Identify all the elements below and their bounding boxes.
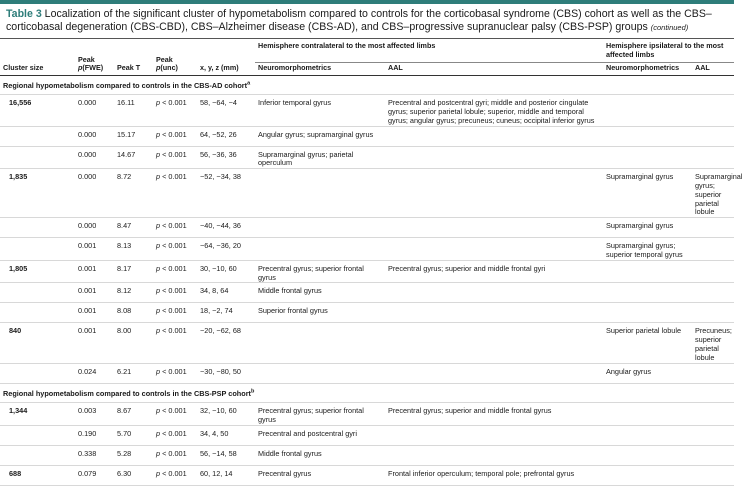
cell-ipsi-neuromorphometrics: [603, 446, 692, 466]
cell-ipsi-neuromorphometrics: [603, 126, 692, 146]
cell-cluster-size: [0, 426, 75, 446]
p-symbol: p: [156, 429, 161, 439]
cell-peak-punc: [153, 95, 197, 126]
cell-ipsi-aal: [692, 303, 734, 323]
cell-contra-aal: [385, 363, 603, 383]
cell-ipsi-neuromorphometrics: Supramarginal gyrus: [603, 218, 692, 238]
cell-peak-t: 8.17: [114, 260, 153, 283]
cell-ipsi-neuromorphometrics: [603, 95, 692, 126]
cell-peak-pfwe: 0.000: [75, 126, 114, 146]
p-symbol: p: [156, 469, 161, 479]
cell-xyz: −30, −80, 50: [197, 363, 255, 383]
cell-xyz: 30, −10, 60: [197, 260, 255, 283]
p-value: < 0.001: [160, 406, 187, 416]
section-title-text: Regional hypometabolism compared to controls in the CBS-PSP cohort: [3, 388, 251, 398]
cell-peak-t: 6.30: [114, 466, 153, 486]
p-value: < 0.001: [160, 449, 187, 459]
results-table: [0, 39, 742, 486]
cell-contra-neuromorphometrics: Supramarginal gyrus; parietal operculum: [255, 146, 385, 169]
table-row: [0, 95, 734, 126]
cell-cluster-size: [0, 238, 75, 261]
caption-text: Localization of the significant cluster of hypometabolism compared to controls for the corticobasal syndrome (CBS) cohort as well as the CBS–corticobasal degeneration (CBS-CBD), CBS–Alzheimer disease (CBS-AD), and CBS–progressive supranuclear palsy (CBS-PSP) groups: [6, 8, 712, 33]
section-title: [0, 75, 734, 95]
cell-contra-aal: [385, 218, 603, 238]
table-row: [0, 218, 734, 238]
cell-ipsi-aal: [692, 363, 734, 383]
p-value: < 0.001: [160, 306, 187, 316]
cell-ipsi-aal: [692, 283, 734, 303]
table-row: [0, 283, 734, 303]
cell-peak-punc: [153, 283, 197, 303]
cell-peak-t: 14.67: [114, 146, 153, 169]
cell-contra-neuromorphometrics: [255, 323, 385, 363]
cell-peak-t: 15.17: [114, 126, 153, 146]
cell-peak-pfwe: 0.000: [75, 218, 114, 238]
table-row: [0, 146, 734, 169]
cell-cluster-size: 1,344: [0, 403, 75, 426]
cell-peak-t: 6.21: [114, 363, 153, 383]
cell-peak-t: 8.08: [114, 303, 153, 323]
p-value: < 0.001: [160, 98, 187, 108]
cell-xyz: 60, 12, 14: [197, 466, 255, 486]
cell-contra-neuromorphometrics: Precentral gyrus; superior frontal gyrus: [255, 260, 385, 283]
cell-ipsi-aal: Precuneus; superior parietal lobule: [692, 323, 734, 363]
cell-ipsi-aal: [692, 260, 734, 283]
cell-contra-neuromorphometrics: Precentral gyrus: [255, 466, 385, 486]
cell-cluster-size: [0, 146, 75, 169]
table-row: [0, 466, 734, 486]
cell-contra-aal: [385, 426, 603, 446]
cell-ipsi-neuromorphometrics: [603, 260, 692, 283]
p-symbol: p: [156, 326, 161, 336]
cell-contra-aal: [385, 146, 603, 169]
table-number: Table 3: [6, 8, 42, 20]
cell-peak-punc: [153, 218, 197, 238]
cell-ipsi-aal: [692, 126, 734, 146]
table-row: [0, 260, 734, 283]
cell-cluster-size: [0, 283, 75, 303]
cell-xyz: 64, −52, 26: [197, 126, 255, 146]
cell-peak-pfwe: 0.001: [75, 283, 114, 303]
cell-xyz: −64, −36, 20: [197, 238, 255, 261]
cell-cluster-size: 1,835: [0, 169, 75, 218]
p-symbol: p: [156, 149, 161, 159]
cell-xyz: 18, −2, 74: [197, 303, 255, 323]
p-value: < 0.001: [160, 172, 187, 182]
cell-peak-t: 8.67: [114, 403, 153, 426]
cell-ipsi-aal: [692, 95, 734, 126]
cell-peak-t: 8.72: [114, 169, 153, 218]
cell-peak-t: 5.28: [114, 446, 153, 466]
cell-ipsi-neuromorphometrics: [603, 466, 692, 486]
cell-contra-neuromorphometrics: Precentral gyrus; superior frontal gyrus: [255, 403, 385, 426]
section-title-text: Regional hypometabolism compared to controls in the CBS-AD cohort: [3, 80, 248, 90]
cell-ipsi-aal: [692, 403, 734, 426]
p-value: < 0.001: [160, 326, 187, 336]
cell-ipsi-neuromorphometrics: [603, 403, 692, 426]
cell-contra-aal: [385, 446, 603, 466]
cell-contra-neuromorphometrics: Middle frontal gyrus: [255, 283, 385, 303]
cell-cluster-size: 840: [0, 323, 75, 363]
cell-peak-pfwe: 0.001: [75, 238, 114, 261]
cell-peak-t: 8.47: [114, 218, 153, 238]
p-symbol: p: [156, 406, 161, 416]
cell-ipsi-neuromorphometrics: Supramarginal gyrus; superior temporal gyrus: [603, 238, 692, 261]
p-value: < 0.001: [160, 241, 187, 251]
cell-peak-pfwe: 0.190: [75, 426, 114, 446]
cell-contra-neuromorphometrics: Precentral and postcentral gyri: [255, 426, 385, 446]
section-footnote-mark: a: [247, 80, 251, 87]
table-row: [0, 426, 734, 446]
cell-peak-pfwe: 0.001: [75, 303, 114, 323]
cell-cluster-size: [0, 446, 75, 466]
p-value: < 0.001: [160, 469, 187, 479]
cell-contra-neuromorphometrics: [255, 218, 385, 238]
cell-ipsi-aal: [692, 446, 734, 466]
cell-xyz: 56, −36, 36: [197, 146, 255, 169]
cell-xyz: 56, −14, 58: [197, 446, 255, 466]
cell-xyz: 58, −64, −4: [197, 95, 255, 126]
cell-peak-t: 8.13: [114, 238, 153, 261]
table-row: [0, 363, 734, 383]
p-value: < 0.001: [160, 221, 187, 231]
table-row: [0, 403, 734, 426]
p-symbol: p: [156, 306, 161, 316]
cell-ipsi-neuromorphometrics: Angular gyrus: [603, 363, 692, 383]
cell-peak-punc: [153, 323, 197, 363]
cell-ipsi-aal: [692, 426, 734, 446]
cell-contra-neuromorphometrics: Inferior temporal gyrus: [255, 95, 385, 126]
cell-contra-aal: [385, 283, 603, 303]
cell-contra-neuromorphometrics: [255, 169, 385, 218]
cell-contra-aal: [385, 323, 603, 363]
cell-peak-punc: [153, 303, 197, 323]
section-footnote-mark: b: [251, 388, 255, 395]
header-ipsi-neuromorphometrics: Neuromorphometrics: [603, 63, 692, 76]
cell-peak-pfwe: 0.003: [75, 403, 114, 426]
p-symbol: p: [156, 172, 161, 182]
cell-xyz: 34, 4, 50: [197, 426, 255, 446]
continued-note: (continued): [650, 23, 689, 32]
cell-ipsi-aal: [692, 218, 734, 238]
cell-cluster-size: 16,556: [0, 95, 75, 126]
cell-xyz: −40, −44, 36: [197, 218, 255, 238]
cell-peak-punc: [153, 169, 197, 218]
cell-xyz: 32, −10, 60: [197, 403, 255, 426]
cell-xyz: −52, −34, 38: [197, 169, 255, 218]
p-symbol: p: [156, 98, 161, 108]
cell-ipsi-neuromorphometrics: Superior parietal lobule: [603, 323, 692, 363]
cell-peak-t: 8.12: [114, 283, 153, 303]
cell-peak-punc: [153, 363, 197, 383]
table-row: [0, 169, 734, 218]
header-contra-aal: AAL: [385, 63, 603, 76]
cell-contra-aal: Precentral and postcentral gyri; middle and posterior cingulate gyrus; superior parietal lobule; superior, middle and temporal gyrus; angular gyrus; precuneus; cuneus; occipital inferior gyrus: [385, 95, 603, 126]
table-row: [0, 238, 734, 261]
table-row: [0, 446, 734, 466]
cell-cluster-size: 688: [0, 466, 75, 486]
cell-ipsi-neuromorphometrics: [603, 303, 692, 323]
header-contra-neuromorphometrics: Neuromorphometrics: [255, 63, 385, 76]
cell-contra-aal: Precentral gyrus; superior and middle frontal gyri: [385, 260, 603, 283]
p-symbol: p: [156, 129, 161, 139]
header-ipsilateral: Hemisphere ipsilateral to the most affected limbs: [603, 39, 734, 63]
cell-peak-pfwe: 0.000: [75, 169, 114, 218]
cell-xyz: 34, 8, 64: [197, 283, 255, 303]
cell-contra-aal: [385, 238, 603, 261]
cell-ipsi-neuromorphometrics: Supramarginal gyrus: [603, 169, 692, 218]
table-row: [0, 126, 734, 146]
cell-peak-punc: [153, 238, 197, 261]
cell-peak-punc: [153, 126, 197, 146]
table-row: [0, 323, 734, 363]
cell-peak-pfwe: 0.001: [75, 260, 114, 283]
header-contralateral: Hemisphere contralateral to the most affected limbs: [255, 39, 603, 63]
cell-peak-pfwe: 0.338: [75, 446, 114, 466]
cell-contra-neuromorphometrics: Superior frontal gyrus: [255, 303, 385, 323]
cell-contra-aal: Precentral gyrus; superior and middle frontal gyrus: [385, 403, 603, 426]
cell-peak-punc: [153, 466, 197, 486]
p-symbol: p: [156, 366, 161, 376]
cell-contra-neuromorphometrics: Angular gyrus; supramarginal gyrus: [255, 126, 385, 146]
cell-cluster-size: 1,805: [0, 260, 75, 283]
cell-ipsi-aal: [692, 466, 734, 486]
p-symbol: p: [156, 286, 161, 296]
p-value: < 0.001: [160, 429, 187, 439]
cell-peak-pfwe: 0.024: [75, 363, 114, 383]
p-value: < 0.001: [160, 149, 187, 159]
p-symbol: p: [156, 263, 161, 273]
cell-contra-neuromorphometrics: [255, 238, 385, 261]
header-peak-punc: Peak p(unc): [153, 39, 197, 75]
header-peak-pfwe: Peak p(FWE): [75, 39, 114, 75]
cell-peak-pfwe: 0.000: [75, 95, 114, 126]
cell-contra-aal: Frontal inferior operculum; temporal pole; prefrontal gyrus: [385, 466, 603, 486]
cell-ipsi-aal: [692, 238, 734, 261]
cell-cluster-size: [0, 363, 75, 383]
cell-peak-punc: [153, 403, 197, 426]
cell-ipsi-neuromorphometrics: [603, 426, 692, 446]
cell-contra-aal: [385, 169, 603, 218]
cell-contra-neuromorphometrics: [255, 363, 385, 383]
p-value: < 0.001: [160, 129, 187, 139]
cell-cluster-size: [0, 218, 75, 238]
p-symbol: p: [156, 221, 161, 231]
cell-ipsi-aal: [692, 146, 734, 169]
header-xyz: x, y, z (mm): [197, 39, 255, 75]
cell-peak-punc: [153, 446, 197, 466]
cell-peak-punc: [153, 426, 197, 446]
table-body: [0, 75, 742, 486]
cell-contra-aal: [385, 126, 603, 146]
cell-peak-t: 8.00: [114, 323, 153, 363]
section-header-row: [0, 383, 734, 403]
header-ipsi-aal: AAL: [692, 63, 734, 76]
header-cluster-size: Cluster size: [0, 39, 75, 75]
cell-ipsi-neuromorphometrics: [603, 146, 692, 169]
section-title: [0, 383, 734, 403]
cell-xyz: −20, −62, 68: [197, 323, 255, 363]
cell-cluster-size: [0, 303, 75, 323]
header-peak-t: Peak T: [114, 39, 153, 75]
p-symbol: p: [156, 241, 161, 251]
cell-contra-neuromorphometrics: Middle frontal gyrus: [255, 446, 385, 466]
cell-peak-pfwe: 0.000: [75, 146, 114, 169]
cell-ipsi-aal: Supramarginal gyrus; superior parietal lobule: [692, 169, 734, 218]
cell-contra-aal: [385, 303, 603, 323]
cell-peak-punc: [153, 146, 197, 169]
cell-peak-t: 16.11: [114, 95, 153, 126]
section-header-row: [0, 75, 734, 95]
cell-peak-pfwe: 0.001: [75, 323, 114, 363]
p-symbol: p: [156, 449, 161, 459]
cell-peak-pfwe: 0.079: [75, 466, 114, 486]
cell-cluster-size: [0, 126, 75, 146]
p-value: < 0.001: [160, 286, 187, 296]
table-row: [0, 303, 734, 323]
p-value: < 0.001: [160, 263, 187, 273]
cell-peak-t: 5.70: [114, 426, 153, 446]
p-value: < 0.001: [160, 366, 187, 376]
cell-ipsi-neuromorphometrics: [603, 283, 692, 303]
table-caption: [0, 4, 734, 34]
cell-peak-punc: [153, 260, 197, 283]
